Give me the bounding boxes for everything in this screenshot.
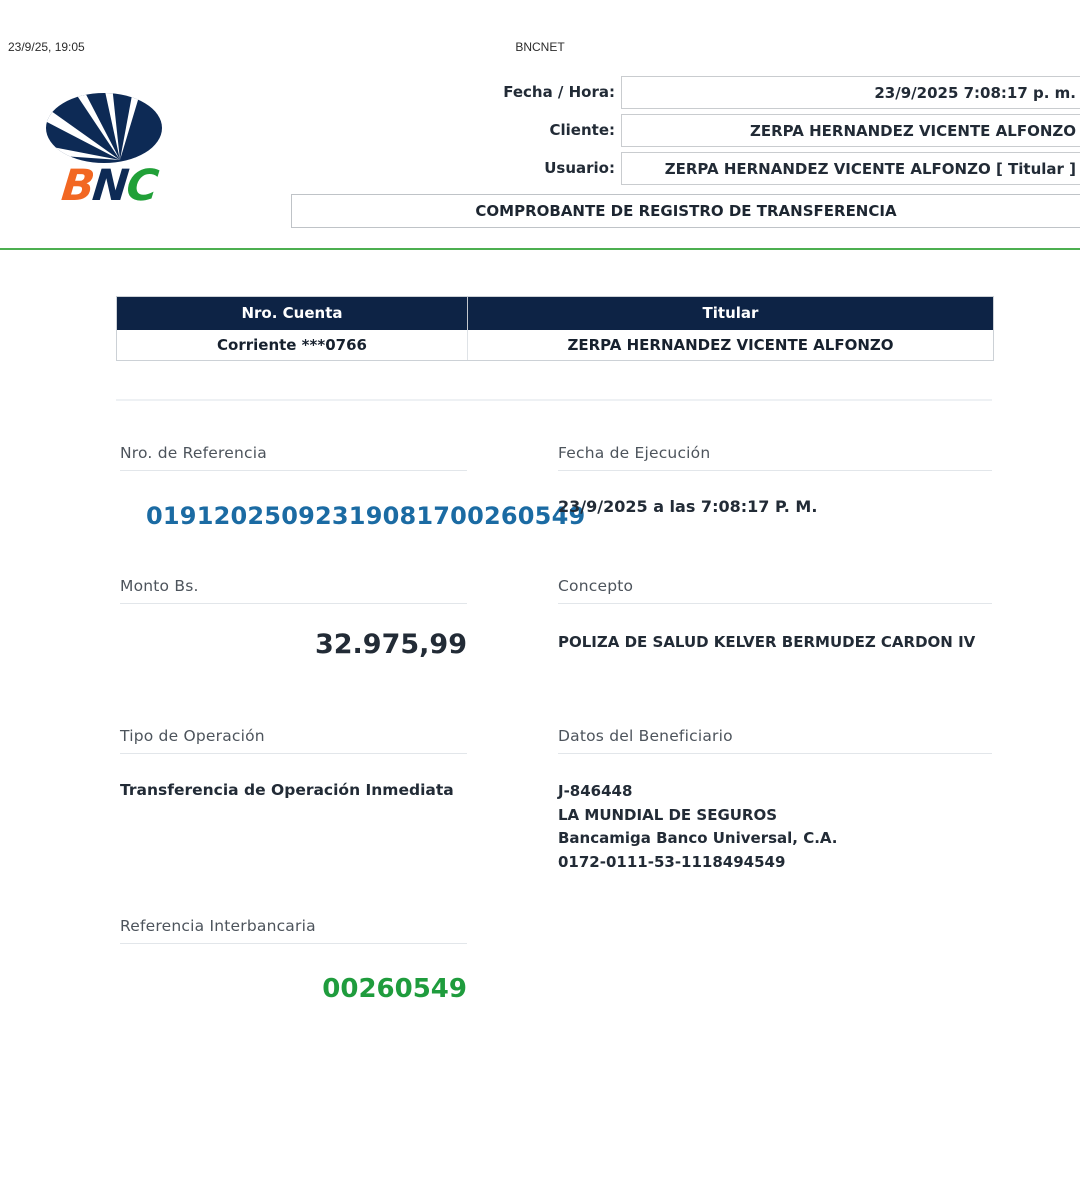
- operation-type-section: [120, 727, 467, 799]
- beneficiary-label: Datos del Beneficiario: [558, 727, 992, 754]
- usuario-label: Usuario:: [544, 159, 615, 177]
- execution-date-label: Fecha de Ejecución: [558, 444, 992, 471]
- section-divider: [116, 399, 992, 401]
- beneficiary-account: 0172-0111-53-1118494549: [558, 852, 786, 871]
- bnc-logo-ellipse-icon: [44, 92, 174, 164]
- account-table: [116, 296, 994, 361]
- fecha-hora-label: Fecha / Hora:: [503, 83, 615, 101]
- holder-header: Titular: [702, 304, 759, 322]
- beneficiary-bank: Bancamiga Banco Universal, C.A.: [558, 829, 838, 847]
- beneficiary-section: [558, 727, 992, 874]
- reference-label: Nro. de Referencia: [120, 444, 467, 471]
- account-number-cell: Corriente ***0766: [117, 330, 468, 360]
- print-timestamp: 23/9/25, 19:05: [8, 40, 85, 54]
- execution-date-section: [558, 444, 992, 516]
- interbank-reference-number: 00260549: [322, 974, 467, 1004]
- account-number-header: Nro. Cuenta: [117, 297, 468, 330]
- logo-letter-n: N: [90, 161, 130, 211]
- concept-label: Concepto: [558, 577, 992, 604]
- print-site-title: BNCNET: [515, 40, 565, 54]
- amount-value: 32.975,99: [314, 629, 467, 660]
- beneficiary-name: LA MUNDIAL DE SEGUROS: [558, 805, 778, 824]
- receipt-title: COMPROBANTE DE REGISTRO DE TRANSFERENCIA: [291, 194, 1080, 228]
- fecha-hora-value: 23/9/2025 7:08:17 p. m.: [621, 76, 1080, 109]
- amount-label: Monto Bs.: [120, 577, 467, 604]
- reference-number: 01912025092319081700260549: [146, 502, 586, 530]
- bnc-logo-text: [42, 161, 177, 211]
- beneficiary-id: J-846448: [558, 782, 633, 800]
- account-table-header-row: [117, 297, 993, 330]
- concept-value: POLIZA DE SALUD KELVER BERMUDEZ CARDON IV: [558, 633, 976, 651]
- bnc-logo: [44, 92, 174, 222]
- interbank-reference-section: [120, 917, 467, 1004]
- cliente-value: ZERPA HERNANDEZ VICENTE ALFONZO: [621, 114, 1080, 147]
- concept-section: [558, 577, 992, 654]
- holder-cell: ZERPA HERNANDEZ VICENTE ALFONZO: [567, 336, 894, 354]
- usuario-value: ZERPA HERNANDEZ VICENTE ALFONZO [ Titular ]: [621, 152, 1080, 185]
- amount-section: [120, 577, 467, 660]
- cliente-label: Cliente:: [549, 121, 615, 139]
- logo-letter-b: B: [59, 161, 96, 211]
- logo-letter-c: C: [124, 161, 159, 211]
- reference-section: [120, 444, 586, 530]
- green-divider: [0, 248, 1080, 250]
- interbank-reference-label: Referencia Interbancaria: [120, 917, 467, 944]
- account-table-row: [117, 330, 993, 360]
- operation-type-value: Transferencia de Operación Inmediata: [120, 781, 454, 799]
- execution-date-value: 23/9/2025 a las 7:08:17 P. M.: [558, 497, 818, 516]
- operation-type-label: Tipo de Operación: [120, 727, 467, 754]
- beneficiary-details: [558, 780, 992, 874]
